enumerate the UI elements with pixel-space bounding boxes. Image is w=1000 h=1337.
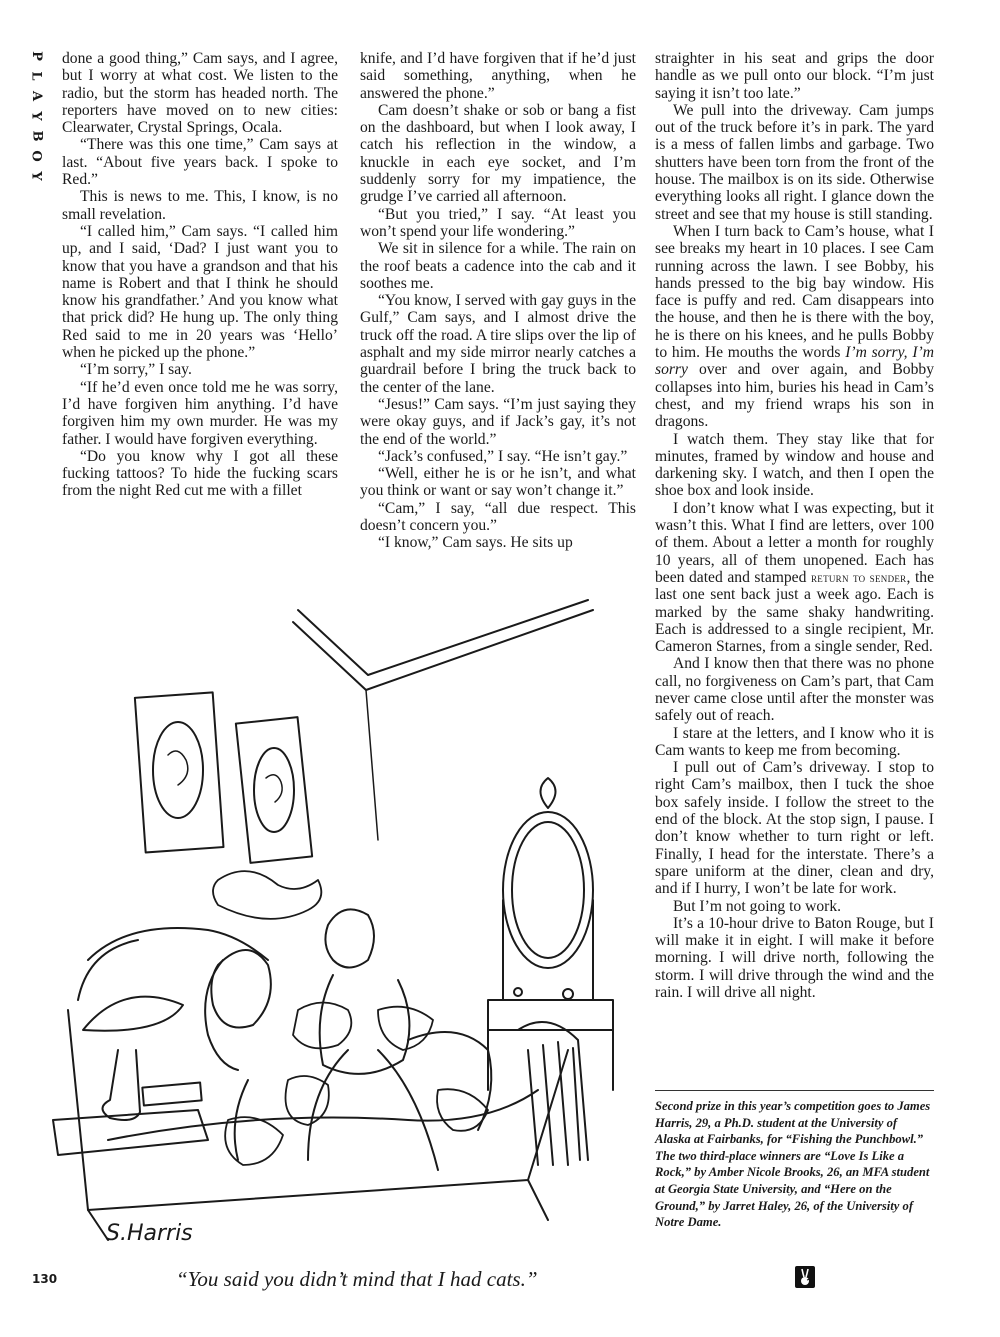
paragraph: “I’m sorry,” I say. bbox=[80, 361, 192, 379]
paragraph-text: I don’t know what I was expecting, but it wasn’t this. What I find are letters, over 100 of them. About a letter a month for roughly 10 years, all of them unopened. Each has been dated and stamped bbox=[655, 499, 934, 586]
story-column-1 bbox=[62, 50, 338, 500]
paragraph: I watch them. They stay like that for minutes, framed by window and house and darkening sky. I watch, and then I open the shoe box and look inside. bbox=[655, 430, 934, 500]
paragraph: Cam doesn’t shake or sob or bang a fist on the dashboard, but when I look away, I catch his reflection in the window, a knuckle in each eye socket, and I’m suddenly sorry for my impatience, the grudge I’ve carried all afternoon. bbox=[360, 101, 636, 206]
brand-letter: A bbox=[29, 90, 44, 102]
contest-note: Second prize in this year’s competition goes to James Harris, 29, a Ph.D. student at the University of Alaska at Fairbanks, for “Fishing the Punchbowl.” The two third-place winners are “Love Is Like a Rock,” by Amber Nicole Brooks, 26, an MFA student at Georgia State University, and “Here on the Ground,” by Jarret Haley, 26, of the University of Notre Dame. bbox=[655, 1099, 931, 1230]
rabbit-head-logo-icon bbox=[795, 1266, 815, 1288]
couple-in-bed bbox=[205, 909, 491, 1170]
paragraph: But I’m not going to work. bbox=[673, 897, 842, 915]
paragraph: “Jesus!” Cam says. “I’m just saying they were okay guys, and if Jack’s gay, it’s not the end of the world.” bbox=[360, 395, 636, 448]
paragraph: We sit in silence for a while. The rain on the roof beats a cadence into the cab and it soothes me. bbox=[360, 240, 636, 292]
stamp-text: return to sender bbox=[810, 569, 907, 585]
cartoon-caption: “You said you didn’t mind that I had cats.” bbox=[176, 1267, 538, 1291]
brand-letter: L bbox=[28, 71, 44, 81]
brand-letter: P bbox=[29, 51, 44, 61]
cartoon-illustration bbox=[48, 580, 638, 1260]
divider-rule bbox=[655, 1090, 934, 1091]
brand-letter: O bbox=[28, 150, 44, 162]
dresser-mirror bbox=[488, 778, 613, 1090]
paragraph: I pull out of Cam’s driveway. I stop to right Cam’s mailbox, then I tuck the shoe box safely inside. I follow the street to the end of the block. At the stop sign, I pause. I don’t know whether to turn right or left. Finally, I head for the interstate. There’s a spare uniform at the diner, clean and dry, and if I hurry, I won’t be late for work. bbox=[655, 759, 934, 898]
magazine-brand-vertical bbox=[26, 48, 46, 184]
brand-letter: Y bbox=[29, 111, 44, 121]
paragraph: straighter in his seat and grips the door handle as we pull onto our block. “I’m just saying it isn’t too late.” bbox=[655, 50, 934, 102]
paragraph: “Cam,” I say, “all due respect. This doesn’t concern you.” bbox=[360, 499, 636, 535]
brand-letter: B bbox=[29, 130, 44, 142]
paragraph: “Well, either he is or he isn’t, and what you think or want or say won’t change it.” bbox=[360, 465, 636, 500]
italic-phrase: I’m sorry, I’m sorry bbox=[655, 344, 934, 379]
wall-picture-right bbox=[236, 717, 312, 863]
paragraph: “I called him,” Cam says. “I called him up, and I said, ‘Dad? I just want you to know that you have a grandson and that his name is Robert and that I think he should know his grandfather.’ And you know what that prick did? He hung up. The only thing Red said to me in 20 years was ‘Hello’ when he picked up the phone.” bbox=[62, 222, 338, 362]
paragraph: “Do you know why I got all these fucking tattoos? To hide the fucking scars from the night Red cut me with a fillet bbox=[62, 447, 338, 500]
paragraph: done a good thing,” Cam says, and I agree, but I worry at what cost. We listen to the radio, but the storm has headed north. The reporters have moved on to new cities: Clearwater, Crystal Springs, Ocala. bbox=[62, 50, 338, 137]
brand-letter: Y bbox=[29, 171, 44, 181]
artist-signature: S.Harris bbox=[106, 1221, 193, 1246]
page-number: 130 bbox=[32, 1272, 58, 1286]
paragraph: knife, and I’d have forgiven that if he’d just said something, anything, when he answered the phone.” bbox=[360, 50, 636, 102]
paragraph: “I know,” Cam says. He sits up bbox=[378, 534, 573, 552]
wall-picture-left bbox=[135, 692, 224, 852]
rabbit-head-icon bbox=[795, 1266, 815, 1288]
paragraph: “But you tried,” I say. “At least you won’t spend your life wondering.” bbox=[360, 205, 636, 240]
paragraph: I stare at the letters, and I know who it is Cam wants to keep me from becoming. bbox=[655, 724, 934, 759]
paragraph: “If he’d even once told me he was sorry, I’d have forgiven him anything. I’d have forgiven him my own murder. He was my father. I would have forgiven everything. bbox=[62, 378, 338, 448]
paragraph: We pull into the driveway. Cam jumps out of the truck before it’s in park. The yard is a mess of fallen limbs and garbage. Two shutters have been torn from the front of the house. The mailbox is on its side. Otherwise everything looks all right. I glance down the street and see that my house is still standing. bbox=[655, 101, 934, 223]
paragraph: It’s a 10-hour drive to Baton Rouge, but I will make it in eight. I will make it before morning. I will drive north, following the storm. I will drive through the wind and the rain. I will drive all night. bbox=[655, 914, 934, 1002]
paragraph: “You know, I served with gay guys in the Gulf,” Cam says, and I almost drive the truck off the road. A tire slips over the lip of asphalt and my side mirror nearly catches a guardrail before I bring the truck back to the center of the lane. bbox=[360, 292, 636, 396]
paragraph: “Jack’s confused,” I say. “He isn’t gay.” bbox=[378, 447, 628, 465]
story-column-3 bbox=[655, 50, 934, 1001]
paragraph: “There was this one time,” Cam says at last. “About five years back. I spoke to Red.” bbox=[62, 136, 338, 189]
paragraph-text: When I turn back to Cam’s house, what I see breaks my heart in 10 places. I see Cam running across the lawn. I see Bobby, his hands pressed to the big bay window. His face is puffy and red. Cam disappears into the house, and then he is there with the boy, he is there on his knees, and he pulls Bobby to him. He mouths the words bbox=[655, 222, 934, 362]
paragraph bbox=[655, 500, 934, 656]
paragraph-text: over and over again, and Bobby collapses into him, buries his head in Cam’s chest, and my friend wraps his son in dragons. bbox=[655, 361, 934, 431]
paragraph: And I know then that there was no phone call, no forgiveness on Cam’s part, that Cam never came close until after the monster was safely out of reach. bbox=[655, 655, 934, 725]
paragraph: This is news to me. This, I know, is no small revelation. bbox=[62, 188, 338, 223]
paragraph-text: , the last one sent back just a week ago. Each is marked by the same shaky handwriting. Each is addressed to a single recipient, Mr. Cameron Starnes, from a single sender, Red. bbox=[655, 568, 934, 656]
paragraph bbox=[655, 223, 934, 431]
bedside-lamp bbox=[53, 997, 208, 1155]
story-column-2 bbox=[360, 50, 636, 552]
